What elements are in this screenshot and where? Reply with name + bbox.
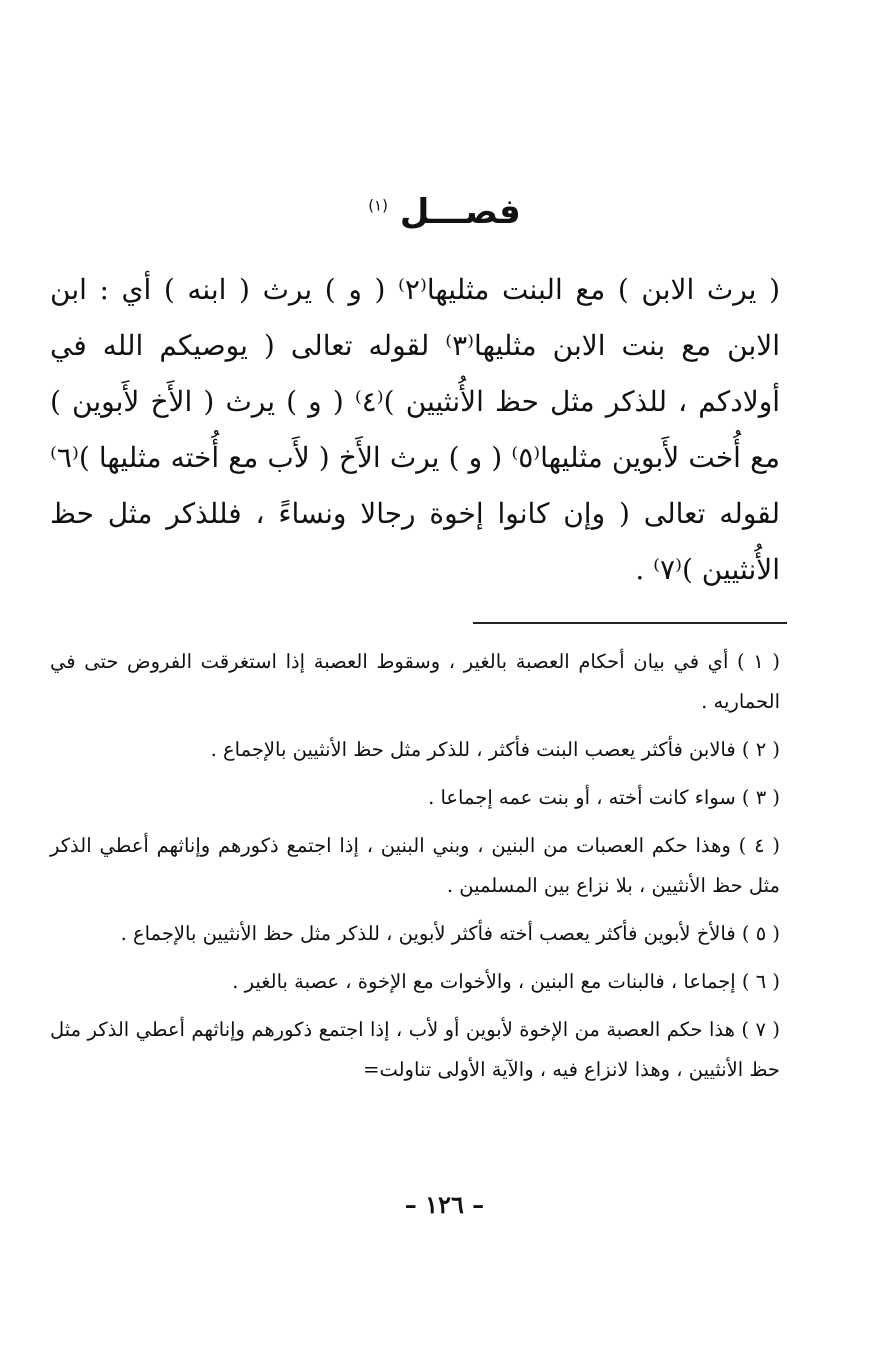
footnote-6: ( ٦ ) إجماعا ، فالبنات مع البنين ، والأخوات مع الإخوة ، عصبة بالغير .	[232, 970, 780, 993]
section-title	[0, 192, 889, 232]
footnote-3: ( ٣ ) سواء كانت أخته ، أو بنت عمه إجماعا .	[428, 786, 780, 809]
footnote-2: ( ٢ ) فالابن فأكثر يعصب البنت فأكثر ، للذكر مثل حظ الأنثيين بالإجماع .	[210, 738, 780, 761]
section-title-ref: (١)	[368, 196, 388, 215]
footnotes	[50, 642, 780, 1098]
footnote-7: ( ٧ ) هذا حكم العصبة من الإخوة لأبوين أو لأب ، إذا اجتمع ذكورهم وإناثهم أعطي الذكر مثل حظ الأنثيين ، وهذا لانزاع فيه ، والآية الأولى تناولت=	[50, 1018, 780, 1081]
footnote-5: ( ٥ ) فالأخ لأبوين فأكثر يعصب أخته فأكثر لأبوين ، للذكر مثل حظ الأنثيين بالإجماع .	[120, 922, 780, 945]
footnote-1: ( ١ ) أي في بيان أحكام العصبة بالغير ، وسقوط العصبة إذا استغرقت الفروض حتى في الحماريه .	[50, 650, 780, 713]
footnote-divider	[473, 622, 787, 624]
page-number: – ١٢٦ –	[404, 1190, 485, 1219]
main-text: ( يرث الابن ) مع البنت مثليها⁽٢⁾ ( و ) يرث ( ابنه ) أي : ابن الابن مع بنت الابن مثليها⁽٣⁾ لقوله تعالى ( يوصيكم الله في أولادكم ، للذكر مثل حظ الأُنثيين )⁽٤⁾ ( و ) يرث ( الأَخ لأَبوين ) مع أُخت لأَبوين مثليها⁽٥⁾ ( و ) يرث الأَخ ( لأَب مع أُخته مثليها )⁽٦⁾ لقوله تعالى ( وإن كانوا إخوة رجالا ونساءً ، فللذكر مثل حظ الأُنثيين )⁽٧⁾ .	[50, 273, 781, 586]
section-title-text: فصـــل	[399, 192, 521, 232]
footnote-4: ( ٤ ) وهذا حكم العصبات من البنين ، وبني البنين ، إذا اجتمع ذكورهم وإناثهم أعطي الذكر مثل حظ الأنثيين ، بلا نزاع بين المسلمين .	[50, 834, 780, 897]
